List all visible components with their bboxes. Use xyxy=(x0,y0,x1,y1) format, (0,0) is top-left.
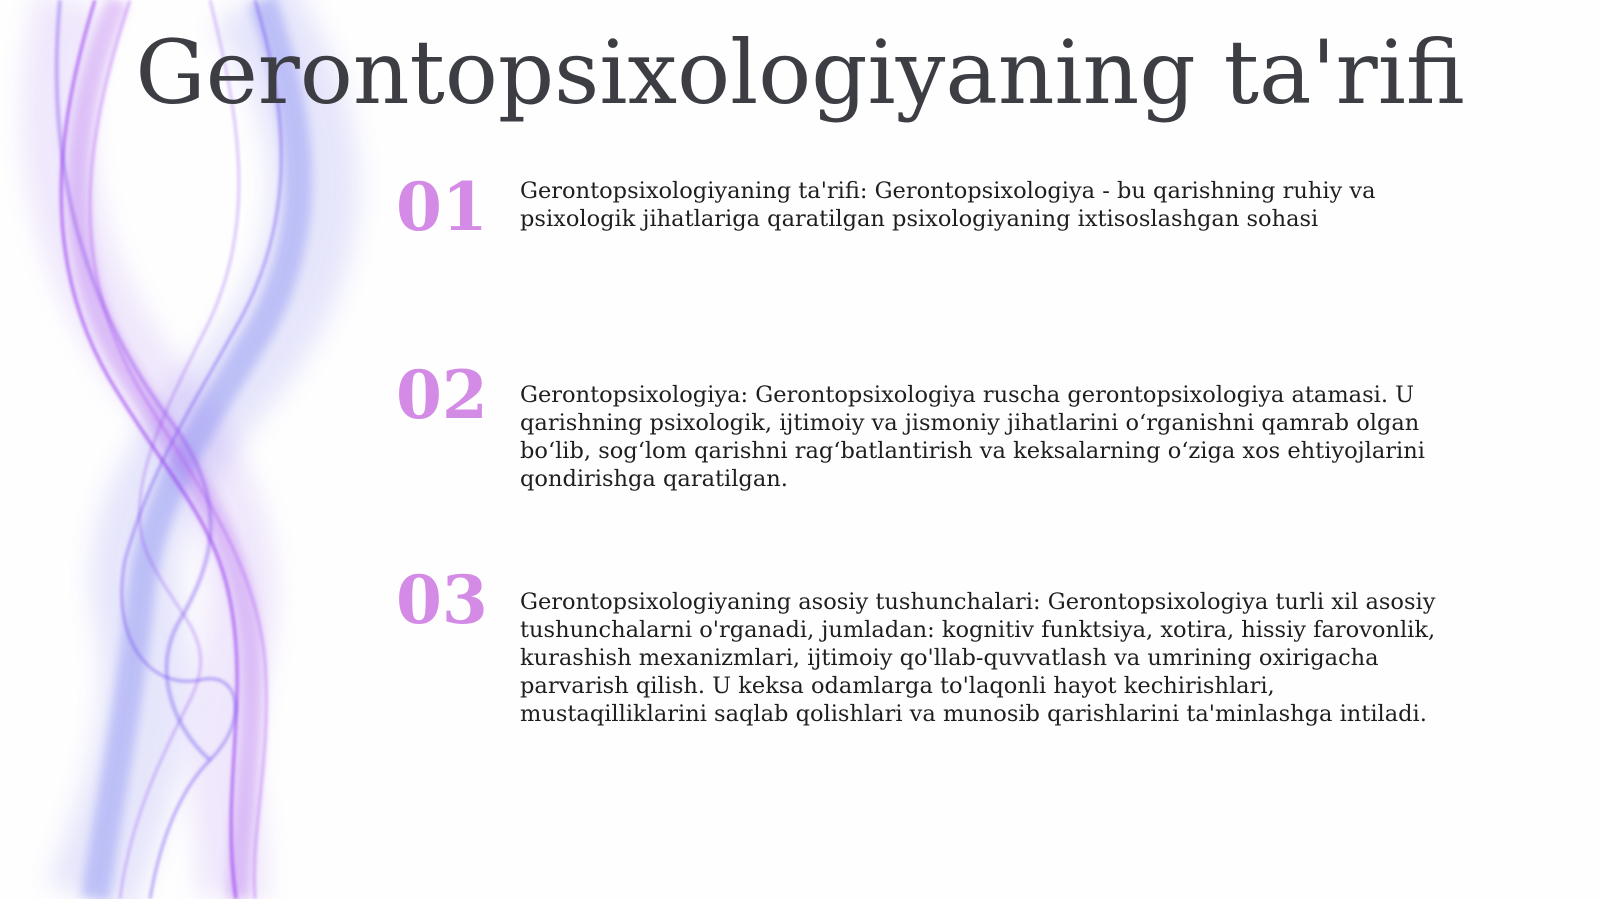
item-text-01: Gerontopsixologiyaning ta'rifi: Gerontopsixologiya - bu qarishning ruhiy va psixologik jihatlariga qaratilgan psixologiyaning ixtisoslashgan sohasi xyxy=(520,178,1376,232)
item-number-02: 02 xyxy=(396,356,488,434)
item-text-02: Gerontopsixologiya: Gerontopsixologiya ruscha gerontopsixologiya atamasi. U qarishning psixologik, ijtimoiy va jismoniy jihatlarini o‘rganishni qamrab olgan bo‘lib, sog‘lom qarishni rag‘batlantirish va keksalarning o‘ziga xos ehtiyojlarini qondirishga qaratilgan. xyxy=(520,382,1425,492)
item-number-03: 03 xyxy=(396,561,488,639)
purple-smoke-decoration xyxy=(0,0,380,899)
item-number-01: 01 xyxy=(396,168,488,246)
item-text-03: Gerontopsixologiyaning asosiy tushunchalari: Gerontopsixologiya turli xil asosiy tushunchalarni o'rganadi, jumladan: kognitiv funktsiya, xotira, hissiy farovonlik, kurashish mexanizmlari, ijtimoiy qo'llab-quvvatlash va umrining oxirigacha parvarish qilish. U keksa odamlarga to'laqonli hayot kechirishlari, mustaqilliklarini saqlab qolishlari va munosib qarishlarini ta'minlashga intiladi. xyxy=(520,589,1436,727)
slide-title: Gerontopsixologiyaning ta'rifi xyxy=(135,21,1465,124)
